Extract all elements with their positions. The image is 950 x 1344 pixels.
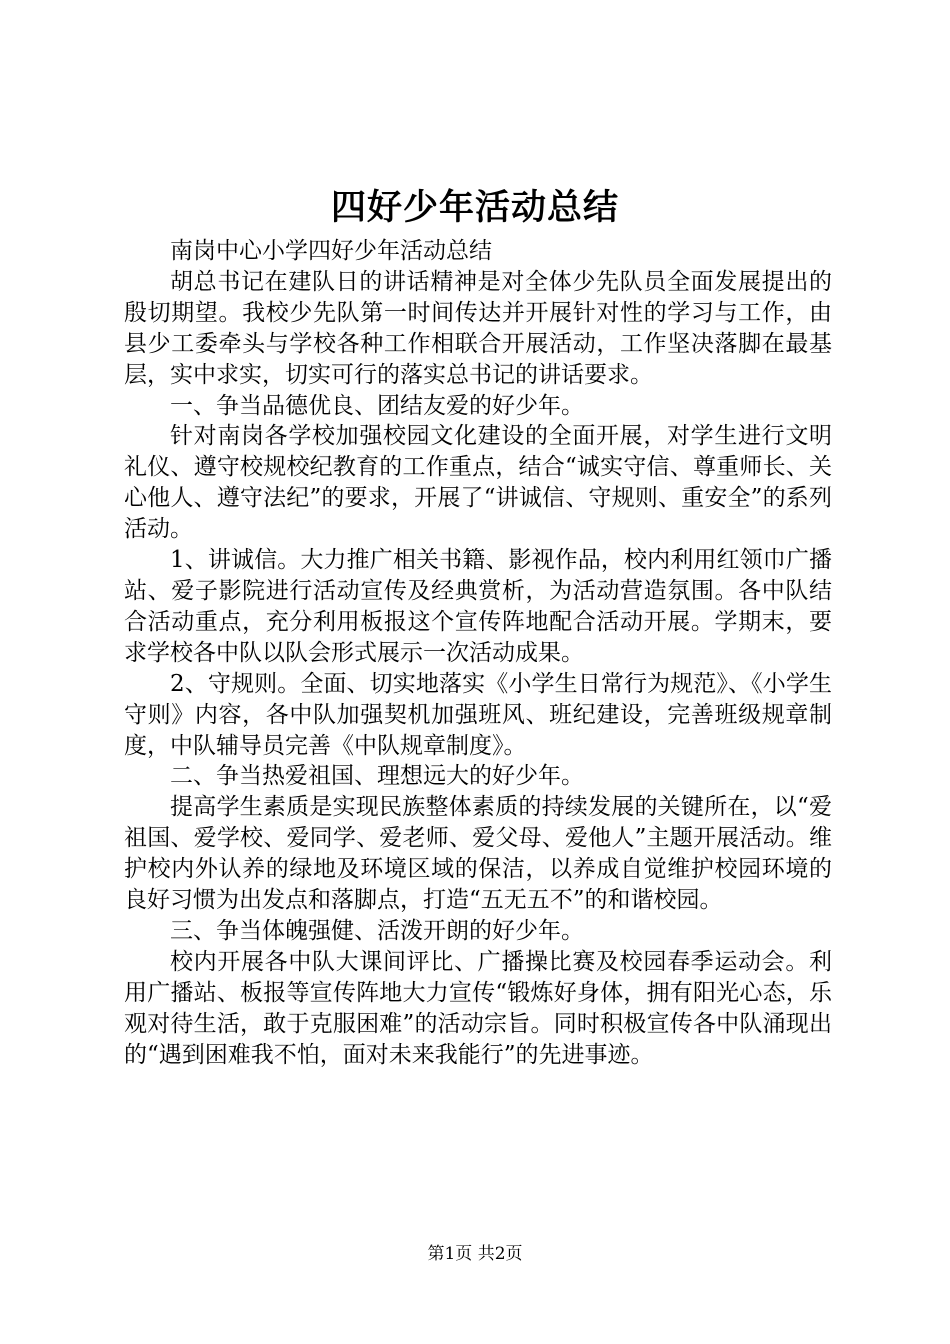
document-title: 四好少年活动总结: [330, 187, 619, 228]
paragraph: 针对南岗各学校加强校园文化建设的全面开展，对学生进行文明礼仪、遵守校规校纪教育的工作重点，结合“诚实守信、尊重师长、关心他人、遵守法纪”的要求，开展了“讲诚信、守规则、重安全”的系列活动。: [124, 423, 832, 543]
section-heading: 三、争当体魄强健、活泼开朗的好少年。: [170, 917, 584, 944]
page-number: 第1页 共2页: [427, 1244, 523, 1264]
section-heading: 二、争当热爱祖国、理想远大的好少年。: [170, 763, 584, 790]
paragraph: 1、讲诚信。大力推广相关书籍、影视作品，校内利用红领巾广播站、爱子影院进行活动宣传及经典赏析，为活动营造氛围。各中队结合活动重点，充分利用板报这个宣传阵地配合活动开展。学期末，要求学校各中队以队会形式展示一次活动成果。: [124, 547, 832, 666]
paragraph: 2、守规则。全面、切实地落实《小学生日常行为规范》、《小学生守则》内容，各中队加强契机加强班风、班纪建设，完善班级规章制度，中队辅导员完善《中队规章制度》。: [124, 670, 832, 759]
paragraph-subtitle: 南岗中心小学四好少年活动总结: [170, 238, 492, 264]
paragraph: 校内开展各中队大课间评比、广播操比赛及校园春季运动会。利用广播站、板报等宣传阵地大力宣传“锻炼好身体，拥有阳光心态，乐观对待生活，敢于克服困难”的活动宗旨。同时积极宣传各中队涌现出的“遇到困难我不怕，面对未来我能行”的先进事迹。: [124, 948, 832, 1068]
document-body: [124, 236, 832, 1070]
paragraph: 胡总书记在建队日的讲话精神是对全体少先队员全面发展提出的殷切期望。我校少先队第一时间传达并开展针对性的学习与工作，由县少工委牵头与学校各种工作相联合开展活动，工作坚决落脚在最基层，实中求实，切实可行的落实总书记的讲话要求。: [124, 268, 832, 388]
section-heading: 一、争当品德优良、团结友爱的好少年。: [170, 392, 584, 419]
paragraph: 提高学生素质是实现民族整体素质的持续发展的关键所在，以“爱祖国、爱学校、爱同学、爱老师、爱父母、爱他人”主题开展活动。维护校内外认养的绿地及环境区域的保洁，以养成自觉维护校园环境的良好习惯为出发点和落脚点，打造“五无五不”的和谐校园。: [124, 794, 832, 914]
